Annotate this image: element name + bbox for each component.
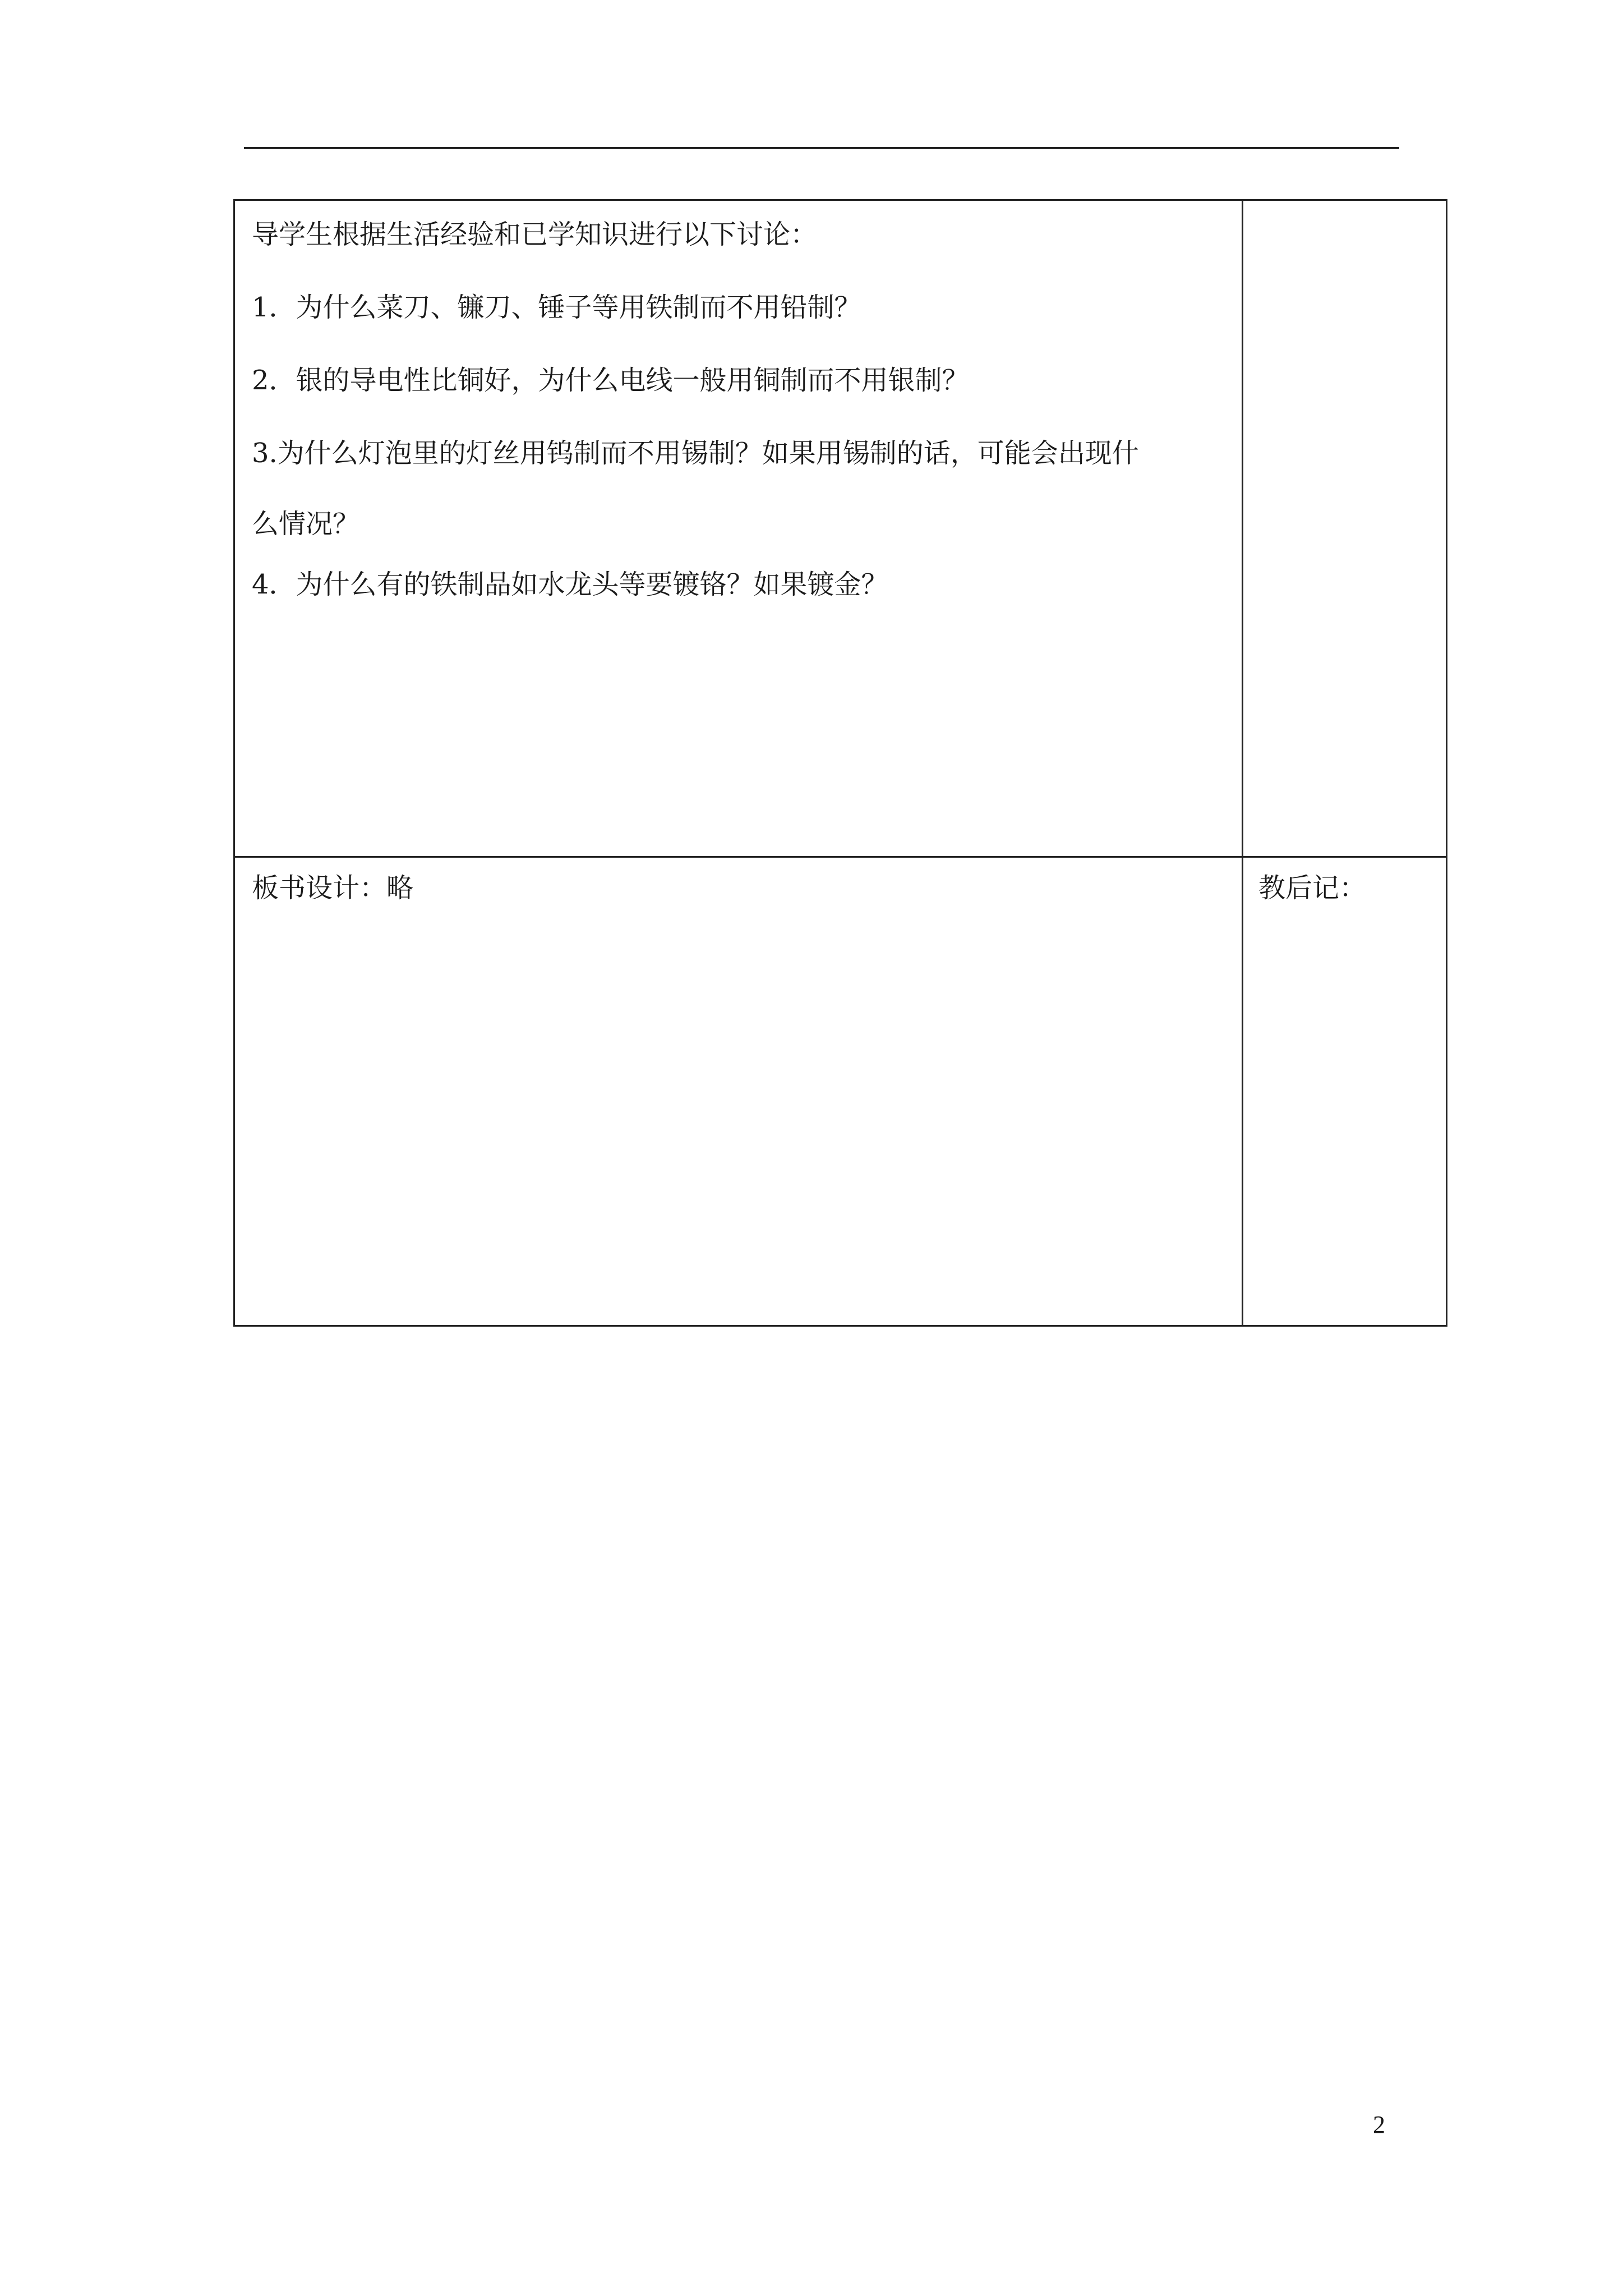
board-design-label: 板书设计：略 <box>252 872 414 904</box>
question-2: 2．银的导电性比铜好，为什么电线一般用铜制而不用银制？ <box>252 365 969 396</box>
discussion-intro: 导学生根据生活经验和已学知识进行以下讨论： <box>252 219 818 250</box>
table-column-divider <box>1242 201 1243 1325</box>
board-design-cell <box>252 856 413 906</box>
post-lesson-notes-cell <box>1258 856 1366 906</box>
question-3: 3.为什么灯泡里的灯丝用钨制而不用锡制？如果用锡制的话，可能会出现什 <box>252 438 1139 469</box>
question-3-continuation: 么情况？ <box>252 508 360 540</box>
post-lesson-notes-label: 教后记： <box>1258 872 1367 904</box>
lesson-table <box>233 199 1447 1327</box>
header-rule <box>244 147 1399 149</box>
page-number: 2 <box>1373 2111 1385 2138</box>
discussion-cell <box>252 217 1228 602</box>
question-4: 4．为什么有的铁制品如水龙头等要镀铬？如果镀金？ <box>252 569 888 600</box>
question-1: 1．为什么菜刀、镰刀、锤子等用铁制而不用铅制？ <box>252 292 861 323</box>
